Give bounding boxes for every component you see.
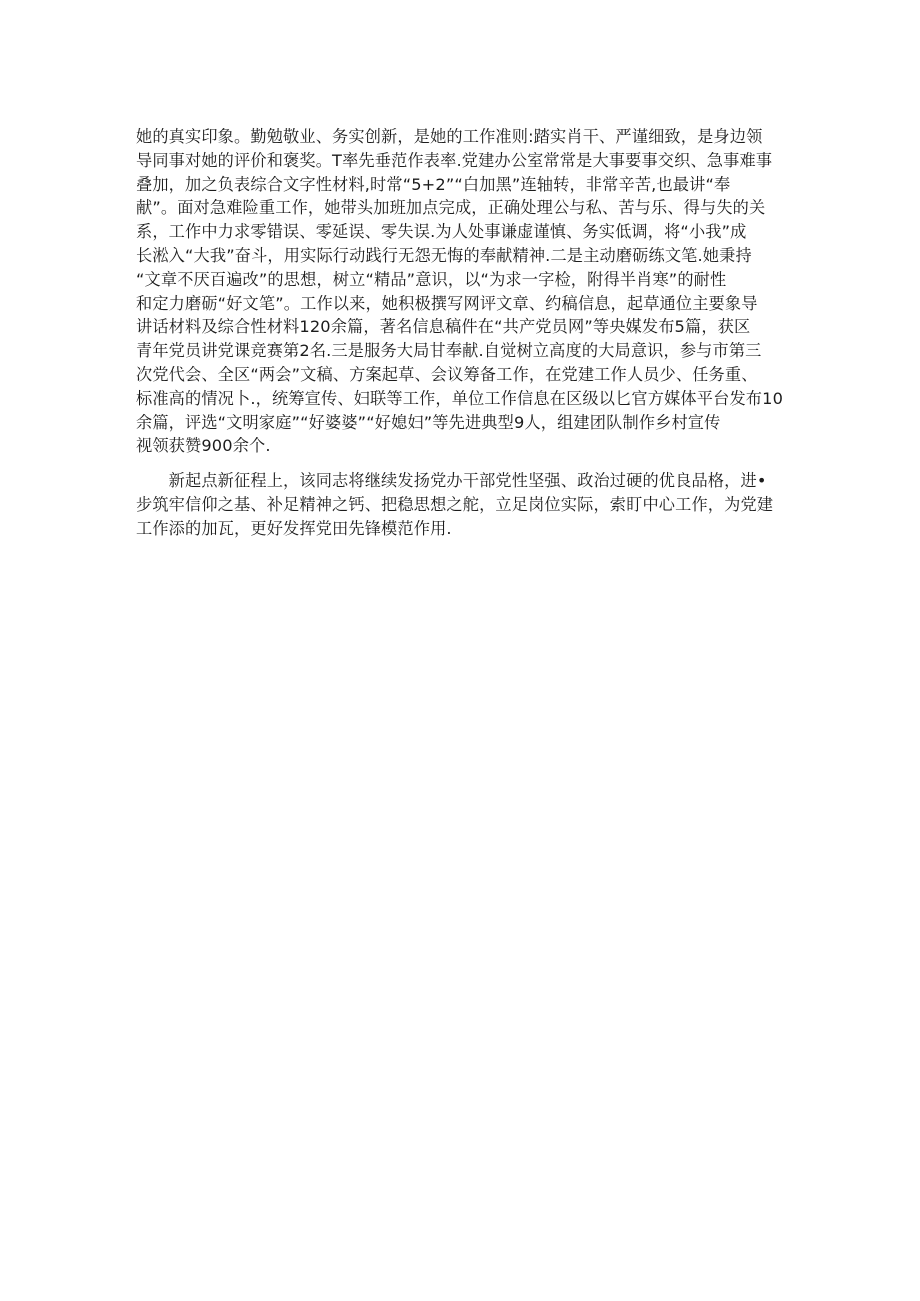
text-line: 长淞入“大我”奋斗，用实际行动践行无怨无悔的奉献精神.二是主动磨砺练文笔.她秉持 (136, 245, 752, 265)
text-line: 献”。面对急难险重工作，她带头加班加点完成，正确处理公与私、苦与乐、得与失的关 (136, 198, 766, 218)
text-line: 步筑牢信仰之基、补足精神之钙、把稳思想之舵，立足岗位实际，索盯中心工作，为党建 (136, 494, 774, 514)
text-line: 导同事对她的评价和褒奖。T率先垂范作表率.党建办公室常常是大事要事交织、急事难事 (136, 150, 773, 170)
text-line: 叠加，加之负表综合文字性材料,时常“5+2”“白加黑”连轴转，非常辛苦,也最讲“奉 (136, 174, 731, 194)
paragraph-1 (136, 125, 796, 458)
text-line: 新起点新征程上，该同志将继续发扬党办干部党性坚强、政治过硬的优良品格，进• (136, 471, 767, 491)
text-line: 她的真实印象。勤勉敬业、务实创新，是她的工作准则:踏实肖干、严谨细致，是身边领 (136, 127, 763, 146)
text-line: 青年党员讲党课竞赛第2名.三是服务大局甘奉献.自觉树立高度的大局意识，参与市第三 (136, 341, 762, 361)
text-line: 系，工作中力求零错误、零延误、零失误.为人处事谦虚谨慎、务实低调，将“小我”成 (136, 222, 747, 242)
paragraph-2 (136, 469, 796, 540)
text-line: 视领获赞900余个. (136, 436, 271, 456)
text-line: 和定力磨砺“好文笔”。工作以来，她积极撰写网评文章、约稿信息，起草通位主要象导 (136, 293, 758, 313)
text-line: 标准高的情况卜.，统筹宣传、妇联等工作，单位工作信息在区级以匕官方媒体平台发布10 (136, 388, 784, 408)
text-line: 余篇，评选“文明家庭”“好婆婆”“好媳妇”等先进典型9人，组建团队制作乡村宣传 (136, 412, 721, 432)
text-line: 工作添的加瓦，更好发挥党田先锋模范作用. (136, 518, 452, 538)
text-line: “文章不厌百遍改”的思想，树立“精品”意识，以“为求一字检，附得半肖寒”的耐性 (136, 269, 727, 289)
paragraph-spacer (136, 458, 796, 469)
document-body (136, 125, 796, 541)
text-line: 次党代会、全区“两会”文稿、方案起草、会议筹备工作，在党建工作人员少、任务重、 (136, 364, 758, 384)
text-line: 讲话材料及综合性材料120余篇，著名信息稿件在“共产党员网”等央媒发布5篇，获区 (136, 317, 751, 337)
